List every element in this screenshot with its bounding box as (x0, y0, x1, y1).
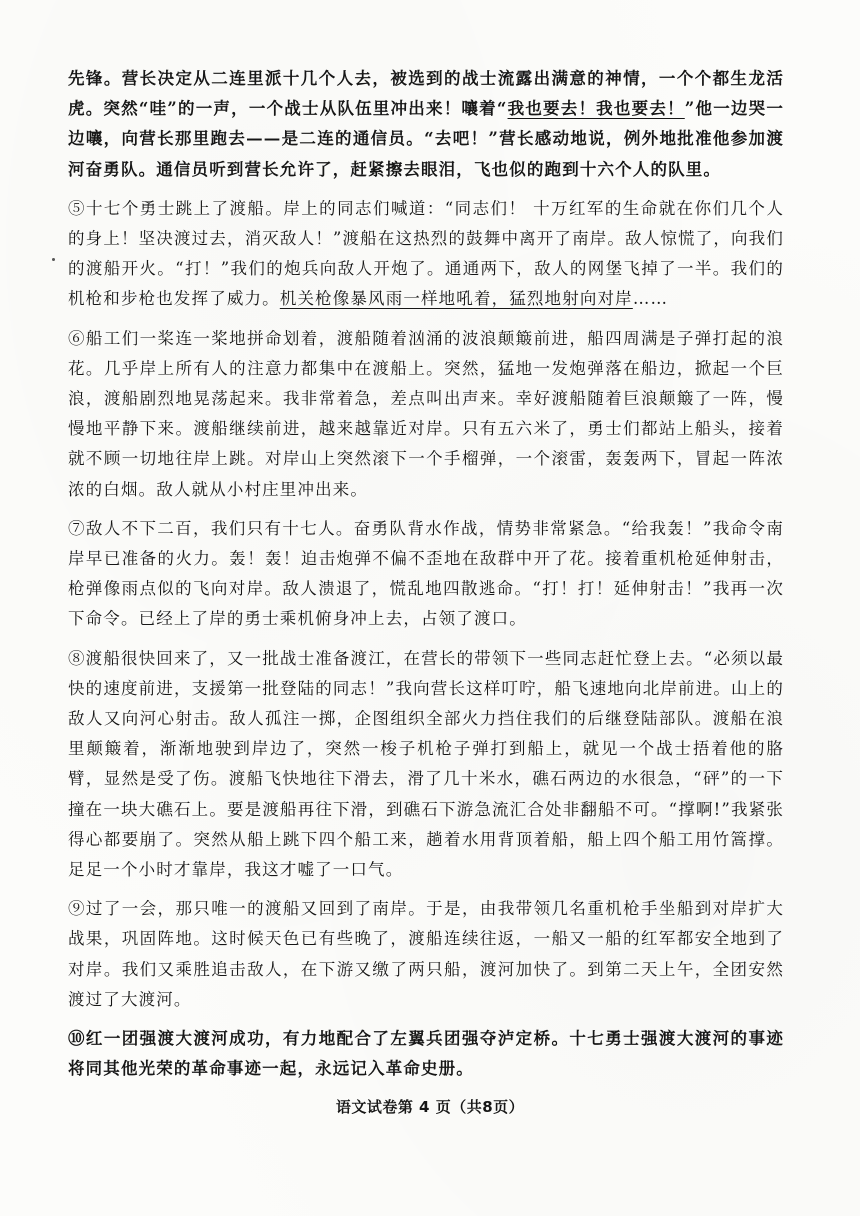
paragraph-5 (68, 194, 784, 315)
paragraph-text: 先锋。营长决定从二连里派十几个人去，被选到的战士流露出满意的神情，一个个都生龙活虎。突然“哇”的一声，一个战士从队伍里冲出来！嚷着“ (68, 69, 784, 119)
paragraph-8: ⑧渡船很快回来了，又一批战士准备渡江，在营长的带领下一些同志赶忙登上去。“必须以最快的速度前进，支援第一批登陆的同志！”我向营长这样叮咛，船飞速地向北岸前进。山上的敌人又向河心射击。敌人孤注一掷，企图组织全部火力挡住我们的后继登陆部队。渡船在浪里颠簸着，渐渐地驶到岸边了，突然一梭子机枪子弹打到船上，就见一个战士捂着他的胳臂，显然是受了伤。渡船飞快地往下滑去，滑了几十米水，礁石两边的水很急，“砰”的一下撞在一块大礁石上。要是渡船再往下滑，到礁石下游急流汇合处非翻船不可。“撑啊!”我紧张得心都要崩了。突然从船上跳下四个船工来，趟着水用背顶着船，船上四个船工用竹篙撑。足足一个小时才靠岸，我这才嘘了一口气。 (68, 648, 784, 880)
underlined-sentence: 机关枪像暴风雨一样地吼着，猛烈地射向对岸 (279, 289, 633, 309)
paragraph-9: ⑨过了一会，那只唯一的渡船又回到了南岸。于是，由我带领几名重机枪手坐船到对岸扩大战果，巩固阵地。这时候天色已有些晚了，渡船连续往返，一船又一船的红军都安全地到了对岸。我们又乘胜追击敌人，在下游又缴了两只船，渡河加快了。到第二天上午，全团安然渡过了大渡河。 (68, 899, 784, 1009)
passage-body (68, 64, 784, 1085)
paragraph-text: ⑤十七个勇士跳上了渡船。岸上的同志们喊道：“同志们！ 十万红军的生命就在你们几个人的身上！坚决渡过去，消灭敌人！”渡船在这热烈的鼓舞中离开了南岸。敌人惊慌了，向我们的渡船开火。“打！”我们的炮兵向敌人开炮了。通通两下，敌人的网堡飞掉了一半。我们的机枪和步枪也发挥了威力。 (68, 198, 784, 309)
paragraph-7: ⑦敌人不下二百，我们只有十七人。奋勇队背水作战，情势非常紧急。“给我轰！”我命令南岸早已准备的火力。轰！轰！迫击炮弹不偏不歪地在敌群中开了花。接着重机枪延伸射击，枪弹像雨点似的飞向对岸。敌人溃退了，慌乱地四散逃命。“打！打！延伸射击！”我再一次下命令。已经上了岸的勇士乘机俯身冲上去，占领了渡口。 (68, 518, 784, 629)
paragraph-10: ⑩红一团强渡大渡河成功，有力地配合了左翼兵团强夺泸定桥。十七勇士强渡大渡河的事迹将同其他光荣的革命事迹一起，永远记入革命史册。 (68, 1029, 784, 1079)
paragraph-6: ⑥船工们一桨连一桨地拼命划着，渡船随着汹涌的波浪颠簸前进，船四周满是子弹打起的浪花。几乎岸上所有人的注意力都集中在渡船上。突然，猛地一发炮弹落在船边，掀起一个巨浪，渡船剧烈地晃荡起来。我非常着急，差点叫出声来。幸好渡船随着巨浪颠簸了一阵，慢慢地平静下来。渡船继续前进，越来越靠近对岸。只有五六米了，勇士们都站上船头，接着就不顾一切地往岸上跳。对岸山上突然滚下一个手榴弹，一个滚雷，轰轰两下，冒起一阵浓浓的白烟。敌人就从小村庄里冲出来。 (68, 328, 784, 499)
paragraph-text: ”他一边哭一边嚷，向营长那里跑去——是二连的通信员。“去吧！”营长感动地说，例外地批准他参加渡河奋勇队。通信员听到营长允许了，赶紧擦去眼泪，飞也似的跑到十六个人的队里。 (68, 99, 784, 179)
underlined-sentence: 我也要去！我也要去！ (507, 99, 685, 119)
paragraph-text: …… (632, 289, 669, 309)
scan-dot (52, 258, 55, 261)
page-footer: 语文试卷第 4 页（共8页） (335, 1098, 525, 1116)
paragraph-continued (68, 64, 784, 185)
